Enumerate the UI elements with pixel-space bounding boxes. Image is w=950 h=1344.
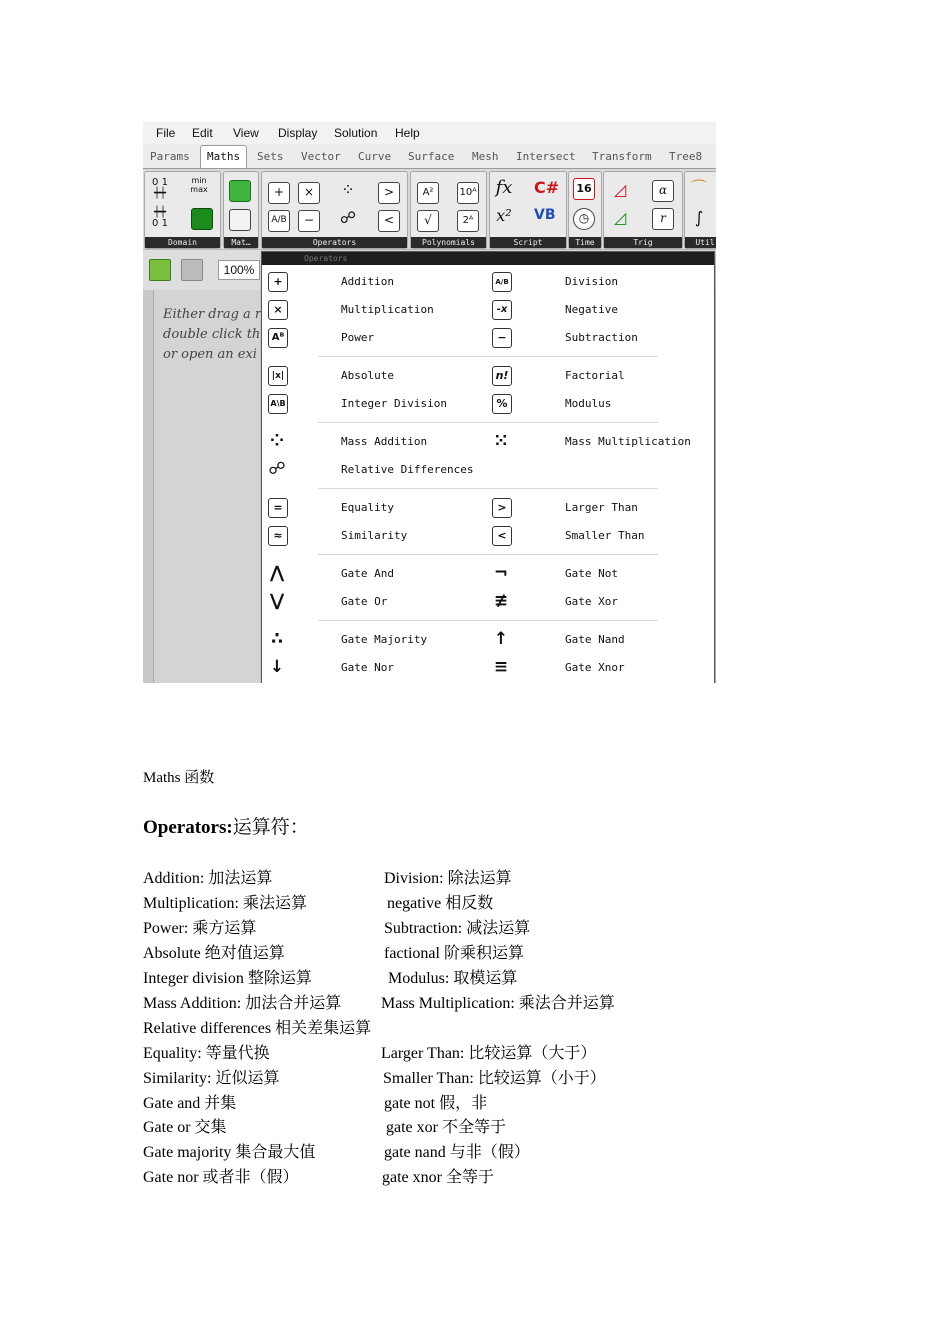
integer-division-icon: A\B xyxy=(268,394,288,414)
gate-nand-icon: ↑ xyxy=(493,629,509,649)
row-left: Relative differences 相关差集运算 xyxy=(143,1020,372,1037)
dropdown-separator xyxy=(318,422,658,423)
dropdown-item-label: Multiplication xyxy=(341,303,434,316)
larger-than-icon: > xyxy=(492,498,512,518)
dropdown-item-label: Factorial xyxy=(565,369,625,382)
multiplication-icon: × xyxy=(268,300,288,320)
gate-nor-icon: ↓ xyxy=(269,657,285,677)
tab-params[interactable]: Params xyxy=(150,150,190,163)
row-right: gate xor 不全等于 xyxy=(386,1119,506,1136)
row-left: Power: 乘方运算 xyxy=(143,920,257,937)
dropdown-separator xyxy=(318,554,658,555)
ribbon-mass-addition-icon[interactable]: ⁘ xyxy=(341,180,355,199)
modulus-icon: % xyxy=(492,394,512,414)
tab-vector[interactable]: Vector xyxy=(301,150,341,163)
group-trig xyxy=(603,171,683,249)
row-right: Larger Than: 比较运算（大于） xyxy=(381,1045,597,1062)
ribbon-gaussian-icon[interactable]: ⌒ xyxy=(690,178,707,197)
row-left: Absolute 绝对值运算 xyxy=(143,945,285,962)
relative-differences-icon: ☍ xyxy=(268,459,286,479)
dropdown-separator xyxy=(318,488,658,489)
dropdown-item-label: Gate Majority xyxy=(341,633,428,646)
dropdown-item-label: Power xyxy=(341,331,375,344)
dropdown-item-label: Gate And xyxy=(341,567,394,580)
ribbon-trig-icon[interactable]: ◿ xyxy=(613,180,627,199)
row-right: Subtraction: 减法运算 xyxy=(384,920,531,937)
subtraction-icon: − xyxy=(492,328,512,348)
ribbon-evaluate-icon[interactable]: x² xyxy=(496,206,512,225)
dropdown-item-label: Modulus xyxy=(565,397,612,410)
gate-xor-icon: ≢ xyxy=(493,591,509,611)
tab-transform[interactable]: Transform xyxy=(592,150,652,163)
tab-tree8[interactable]: Tree8 xyxy=(669,150,703,163)
row-left: Addition: 加法运算 xyxy=(143,870,273,887)
dropdown-item-label: Division xyxy=(565,275,618,288)
dropdown-item-label: Mass Addition xyxy=(341,435,428,448)
addition-icon: + xyxy=(268,272,288,292)
division-icon: A/B xyxy=(492,272,512,292)
row-left: Gate majority 集合最大值 xyxy=(143,1144,316,1161)
tab-sets[interactable]: Sets xyxy=(257,150,284,163)
dropdown-item-label: Absolute xyxy=(341,369,394,382)
ribbon-smaller-than-icon[interactable]: < xyxy=(378,210,400,232)
canvas-hint xyxy=(163,305,261,365)
row-right: negative 相反数 xyxy=(387,895,494,912)
factorial-icon: n! xyxy=(492,366,512,386)
dropdown-item-label: Gate Not xyxy=(565,567,618,580)
menu-help[interactable]: Help xyxy=(395,126,420,140)
dropdown-item-label: Equality xyxy=(341,501,394,514)
gate-not-icon: ¬ xyxy=(493,563,509,583)
canvas-hint-line: Either drag a r xyxy=(163,307,262,322)
matrix-icon[interactable] xyxy=(229,180,251,202)
menu-display[interactable]: Display xyxy=(278,126,318,140)
row-left: Integer division 整除运算 xyxy=(143,970,312,987)
menu-edit[interactable]: Edit xyxy=(192,126,213,140)
negative-icon: -x xyxy=(492,300,512,320)
dropdown-item-label: Gate Nand xyxy=(565,633,625,646)
menu-file[interactable]: File xyxy=(156,126,176,140)
component-ribbon xyxy=(143,169,716,249)
group-domain xyxy=(144,171,221,249)
row-left: Equality: 等量代换 xyxy=(143,1045,270,1062)
row-left: Mass Addition: 加法合并运算 xyxy=(143,995,342,1012)
tab-curve[interactable]: Curve xyxy=(358,150,392,163)
ribbon-larger-than-icon[interactable]: > xyxy=(378,182,400,204)
tab-intersect[interactable]: Intersect xyxy=(516,150,576,163)
ribbon-calendar-icon[interactable]: 16 xyxy=(573,178,595,200)
group-time xyxy=(568,171,602,249)
dropdown-header: Operators xyxy=(262,252,714,265)
ribbon-clock-icon[interactable]: ◷ xyxy=(573,208,595,230)
gate-majority-icon: ∴ xyxy=(271,629,283,649)
power-icon: Aᴮ xyxy=(268,328,288,348)
row-left: Gate nor 或者非（假） xyxy=(143,1169,299,1186)
ribbon-multiplication-icon[interactable]: × xyxy=(298,182,320,204)
smaller-than-icon: < xyxy=(492,526,512,546)
dropdown-item-label: Subtraction xyxy=(565,331,638,344)
dropdown-separator xyxy=(318,620,658,621)
gate-or-icon: ⋁ xyxy=(269,591,285,611)
ribbon-division-icon[interactable]: A/B xyxy=(268,210,290,232)
dropdown-separator xyxy=(318,356,658,357)
group-operators xyxy=(261,171,408,249)
dropdown-item-label: Gate Nor xyxy=(341,661,394,674)
row-left: Multiplication: 乘法运算 xyxy=(143,895,307,912)
save-file-icon[interactable] xyxy=(181,259,203,281)
group-polynomials xyxy=(410,171,487,249)
domain-icon[interactable]: 0 1 ┿┿ xyxy=(152,177,168,199)
heading-bold: Operators: xyxy=(143,817,233,838)
dropdown-item-label: Similarity xyxy=(341,529,408,542)
dropdown-item-label: Addition xyxy=(341,275,394,288)
group-label-time[interactable]: Time xyxy=(569,237,601,248)
dropdown-item-label: Larger Than xyxy=(565,501,638,514)
dropdown-item-label: Gate Or xyxy=(341,595,388,608)
menu-bar xyxy=(143,122,716,144)
ribbon-power-of-10-icon[interactable]: 10ᴬ xyxy=(457,182,479,204)
absolute-icon: |x| xyxy=(268,366,288,386)
ribbon-square-root-icon[interactable]: √ xyxy=(417,210,439,232)
group-util xyxy=(684,171,716,249)
menu-solution[interactable]: Solution xyxy=(334,126,378,140)
open-file-icon[interactable] xyxy=(149,259,171,281)
ribbon-triangle-icon[interactable]: ◿ xyxy=(613,208,627,227)
tab-mesh[interactable]: Mesh xyxy=(472,150,499,163)
canvas-hint-line: double click th xyxy=(163,327,261,342)
row-left: Similarity: 近似运算 xyxy=(143,1070,280,1087)
row-left: Gate and 并集 xyxy=(143,1095,237,1112)
group-matrix xyxy=(223,171,259,249)
group-label-trig[interactable]: Trig xyxy=(604,237,682,248)
component-tab-bar xyxy=(143,144,716,169)
ribbon-radians-icon[interactable]: r xyxy=(652,208,674,230)
remap-icon[interactable] xyxy=(191,208,213,230)
group-label-matrix[interactable]: Mat… xyxy=(224,237,258,248)
ribbon-addition-icon[interactable]: + xyxy=(268,182,290,204)
group-label-operators[interactable]: Operators xyxy=(262,237,407,248)
row-right: Modulus: 取模运算 xyxy=(388,970,518,987)
dropdown-item-label: Gate Xor xyxy=(565,595,618,608)
ribbon-subtraction-icon[interactable]: − xyxy=(298,210,320,232)
ribbon-curve-icon[interactable]: ∫ xyxy=(694,208,704,227)
ribbon-degrees-icon[interactable]: α xyxy=(652,180,674,202)
ribbon-csharp-icon[interactable]: C# xyxy=(534,178,560,197)
ribbon-vb-icon[interactable]: VB xyxy=(534,207,556,223)
dropdown-item-label: Gate Xnor xyxy=(565,661,625,674)
dropdown-item-label: Negative xyxy=(565,303,618,316)
dropdown-item-label: Smaller Than xyxy=(565,529,645,542)
mass-multiplication-icon: ⁙ xyxy=(493,431,509,451)
group-label-util[interactable]: Util xyxy=(685,237,716,248)
row-right: gate not 假，非 xyxy=(384,1095,488,1112)
operators-dropdown xyxy=(261,251,715,683)
bounds-icon[interactable]: min max xyxy=(190,176,208,194)
dropdown-item-label: Mass Multiplication xyxy=(565,435,691,448)
ribbon-square-icon[interactable]: A² xyxy=(417,182,439,204)
ribbon-expression-icon[interactable]: fx xyxy=(495,177,513,198)
matrix-grid-icon[interactable] xyxy=(229,209,251,231)
ribbon-power-of-2-icon[interactable]: 2ᴬ xyxy=(457,210,479,232)
maths-caption: Maths 函数 xyxy=(143,770,215,786)
divide-domain-icon[interactable]: ┿┿ 0 1 xyxy=(152,207,168,229)
row-right: gate xnor 全等于 xyxy=(382,1169,494,1186)
row-left: Gate or 交集 xyxy=(143,1119,227,1136)
gate-xnor-icon: ≡ xyxy=(493,657,509,677)
row-right: Smaller Than: 比较运算（小于） xyxy=(383,1070,606,1087)
similarity-icon: ≈ xyxy=(268,526,288,546)
row-right: factional 阶乘积运算 xyxy=(384,945,524,962)
group-label-domain[interactable]: Domain xyxy=(145,237,220,248)
group-label-polynomials[interactable]: Polynomials xyxy=(411,237,486,248)
canvas-hint-line: or open an exi xyxy=(163,347,257,362)
canvas-scroll-strip xyxy=(143,290,154,683)
menu-view[interactable]: View xyxy=(233,126,259,140)
zoom-level[interactable]: 100% xyxy=(218,260,260,280)
equality-icon: = xyxy=(268,498,288,518)
dropdown-item-label: Relative Differences xyxy=(341,463,474,476)
tab-maths[interactable]: Maths xyxy=(200,145,247,168)
group-script xyxy=(489,171,567,249)
row-right: Division: 除法运算 xyxy=(384,870,512,887)
group-label-script[interactable]: Script xyxy=(490,237,566,248)
gate-and-icon: ⋀ xyxy=(269,563,285,583)
row-right: gate nand 与非（假） xyxy=(384,1144,530,1161)
mass-addition-icon: ⁘ xyxy=(269,431,285,451)
ribbon-relative-differences-icon[interactable]: ☍ xyxy=(339,208,357,227)
heading-rest: 运算符： xyxy=(232,817,309,838)
tab-surface[interactable]: Surface xyxy=(408,150,455,163)
dropdown-item-label: Integer Division xyxy=(341,397,447,410)
grasshopper-screenshot xyxy=(143,122,716,683)
row-right: Mass Multiplication: 乘法合并运算 xyxy=(381,995,615,1012)
operators-heading xyxy=(143,812,309,839)
